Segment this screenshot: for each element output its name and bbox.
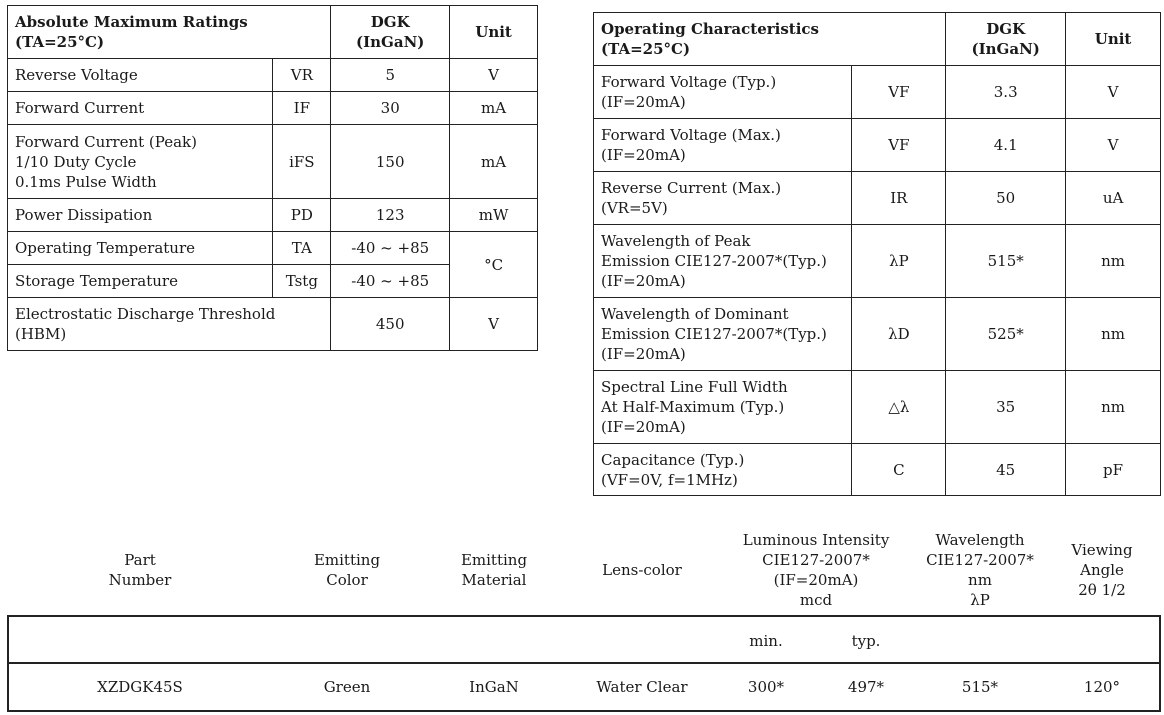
- unit-cell: mW: [450, 199, 538, 232]
- value-cell: 45: [946, 444, 1066, 496]
- table-row: [8, 59, 538, 92]
- param-cell: Reverse Voltage: [8, 59, 273, 92]
- param-cell: Wavelength of Dominant Emission CIE127-2007*(Typ.) (IF=20mA): [594, 298, 852, 371]
- emitting-color-cell: Green: [323, 678, 371, 696]
- param-cell: Forward Voltage (Max.) (IF=20mA): [594, 119, 852, 172]
- symbol-cell: VR: [273, 59, 331, 92]
- symbol-cell: λD: [852, 298, 946, 371]
- param-cell: Reverse Current (Max.) (VR=5V): [594, 172, 852, 225]
- param-cell: Capacitance (Typ.) (VF=0V, f=1MHz): [594, 444, 852, 496]
- unit-cell: pF: [1066, 444, 1161, 496]
- oc-unit-header: Unit: [1066, 13, 1161, 66]
- table-row: [594, 371, 1161, 444]
- param-cell: Forward Voltage (Typ.) (IF=20mA): [594, 66, 852, 119]
- unit-cell: uA: [1066, 172, 1161, 225]
- param-cell: Electrostatic Discharge Threshold (HBM): [8, 298, 331, 351]
- value-cell: 150: [331, 125, 450, 199]
- value-cell: 515*: [946, 225, 1066, 298]
- value-cell: 30: [331, 92, 450, 125]
- symbol-cell: VF: [852, 66, 946, 119]
- table-row: [594, 66, 1161, 119]
- symbol-cell: △λ: [852, 371, 946, 444]
- value-cell: 123: [331, 199, 450, 232]
- intensity-typ-cell: 497*: [847, 678, 885, 696]
- intensity-min-label: min.: [749, 632, 783, 650]
- table-row: [8, 232, 538, 265]
- unit-cell: V: [1066, 119, 1161, 172]
- unit-cell: mA: [450, 92, 538, 125]
- emitting-color-header: Emitting Color: [313, 551, 381, 589]
- table-row: [8, 298, 538, 351]
- symbol-cell: iFS: [273, 125, 331, 199]
- symbol-cell: IF: [273, 92, 331, 125]
- symbol-cell: VF: [852, 119, 946, 172]
- amr-title: Absolute Maximum Ratings (TA=25°C): [8, 6, 331, 59]
- emitting-material-header: Emitting Material: [460, 551, 528, 589]
- table-row: [594, 119, 1161, 172]
- amr-device-header: DGK (InGaN): [331, 6, 450, 59]
- wavelength-cell: 515*: [961, 678, 999, 696]
- symbol-cell: C: [852, 444, 946, 496]
- symbol-cell: TA: [273, 232, 331, 265]
- border-left: [7, 615, 9, 710]
- table-row: [8, 199, 538, 232]
- param-cell: Forward Current (Peak) 1/10 Duty Cycle 0.1ms Pulse Width: [8, 125, 273, 199]
- value-cell: 525*: [946, 298, 1066, 371]
- param-cell: Storage Temperature: [8, 265, 273, 298]
- value-cell: 450: [331, 298, 450, 351]
- intensity-min-cell: 300*: [747, 678, 785, 696]
- value-cell: 5: [331, 59, 450, 92]
- intensity-typ-label: typ.: [851, 632, 881, 650]
- absolute-maximum-ratings-table: [7, 5, 538, 351]
- param-cell: Wavelength of Peak Emission CIE127-2007*(Typ.) (IF=20mA): [594, 225, 852, 298]
- divider: [7, 615, 1161, 617]
- lens-color-cell: Water Clear: [596, 678, 688, 696]
- luminous-intensity-header: Luminous Intensity CIE127-2007* (IF=20mA) mcd: [742, 531, 890, 609]
- symbol-cell: Tstg: [273, 265, 331, 298]
- unit-cell: nm: [1066, 298, 1161, 371]
- unit-cell: V: [1066, 66, 1161, 119]
- table-row: [594, 172, 1161, 225]
- viewing-angle-header: Viewing Angle 2θ 1/2: [1071, 541, 1133, 599]
- product-table: [7, 520, 1161, 712]
- symbol-cell: IR: [852, 172, 946, 225]
- wavelength-header: Wavelength CIE127-2007* nm λP: [926, 531, 1034, 609]
- table-row: [8, 125, 538, 199]
- unit-cell: mA: [450, 125, 538, 199]
- border-right: [1159, 615, 1161, 710]
- value-cell: -40 ~ +85: [331, 265, 450, 298]
- table-row: [594, 225, 1161, 298]
- emitting-material-cell: InGaN: [469, 678, 519, 696]
- part-number-cell: XZDGK45S: [97, 678, 183, 696]
- table-row: [594, 298, 1161, 371]
- unit-cell: V: [450, 59, 538, 92]
- value-cell: 3.3: [946, 66, 1066, 119]
- value-cell: -40 ~ +85: [331, 232, 450, 265]
- unit-cell: V: [450, 298, 538, 351]
- value-cell: 35: [946, 371, 1066, 444]
- value-cell: 50: [946, 172, 1066, 225]
- param-cell: Forward Current: [8, 92, 273, 125]
- lens-color-header: Lens-color: [602, 561, 682, 579]
- symbol-cell: λP: [852, 225, 946, 298]
- symbol-cell: PD: [273, 199, 331, 232]
- part-number-header: Part Number: [108, 551, 172, 589]
- divider: [7, 710, 1161, 712]
- divider: [7, 662, 1161, 664]
- param-cell: Spectral Line Full Width At Half-Maximum (Typ.) (IF=20mA): [594, 371, 852, 444]
- value-cell: 4.1: [946, 119, 1066, 172]
- unit-cell: °C: [450, 232, 538, 298]
- operating-characteristics-table: [593, 12, 1161, 496]
- param-cell: Power Dissipation: [8, 199, 273, 232]
- table-row: [8, 92, 538, 125]
- unit-cell: nm: [1066, 371, 1161, 444]
- unit-cell: nm: [1066, 225, 1161, 298]
- table-row: [594, 444, 1161, 496]
- oc-title: Operating Characteristics (TA=25°C): [594, 13, 946, 66]
- amr-unit-header: Unit: [450, 6, 538, 59]
- oc-device-header: DGK (InGaN): [946, 13, 1066, 66]
- param-cell: Operating Temperature: [8, 232, 273, 265]
- viewing-angle-cell: 120°: [1083, 678, 1121, 696]
